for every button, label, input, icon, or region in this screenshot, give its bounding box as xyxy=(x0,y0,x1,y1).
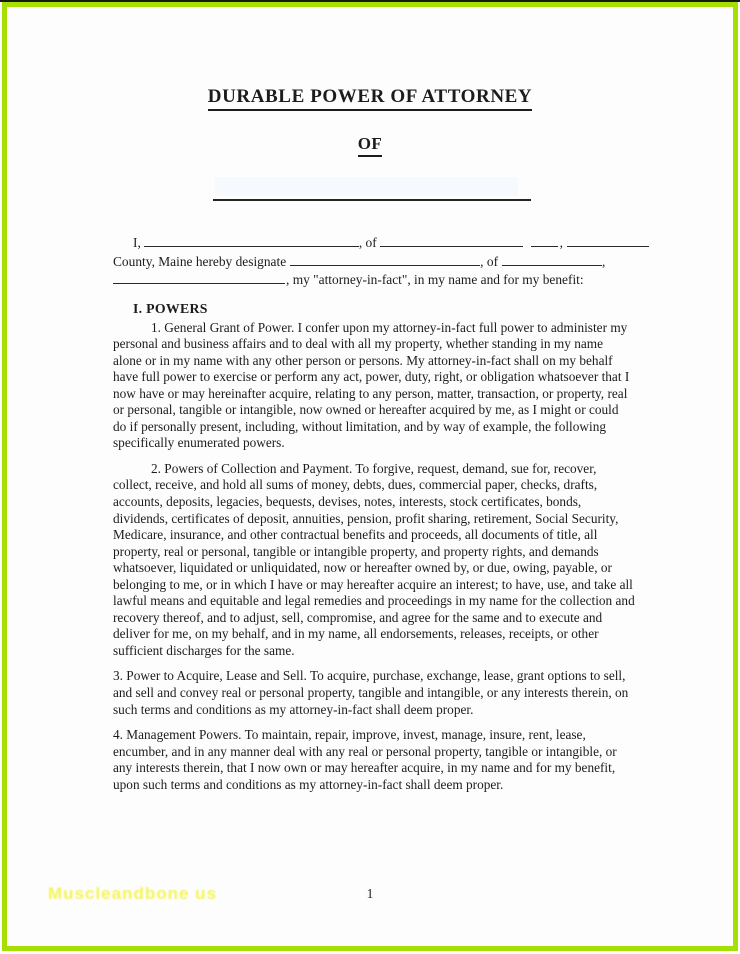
of-label-1: , of xyxy=(358,235,377,250)
paragraph-general-grant: 1. General Grant of Power. I confer upon my attorney-in-fact full power to administer my personal and business affairs and to deal with all my property, whether standing in my name alone or in my name with any other person or persons. My attorney-in-fact shall on my behalf have full power to exercise or perform any act, power, duty, right, or obligation whatsoever that I now have or may hereinafter acquire, relating to any person, matter, transaction, or property, real or personal, tangible or intangible, now owned or hereafter acquired by me, as I might or could do if personally present, including, without limitation, and by way of example, the following specifically enumerated powers. xyxy=(113,319,630,451)
of-heading-text: OF xyxy=(358,134,383,157)
principal-name-blank xyxy=(144,234,359,247)
closing-text: , my "attorney-in-fact", in my name and for my benefit: xyxy=(286,272,584,288)
principal-name-blank-rule xyxy=(213,199,531,201)
page-number: 1 xyxy=(366,886,374,901)
powers-section xyxy=(113,301,635,793)
powers-heading: I. POWERS xyxy=(133,301,208,316)
county-line-text: County, Maine hereby designate xyxy=(113,253,287,269)
comma-1: , xyxy=(559,235,564,250)
state-blank xyxy=(531,234,558,247)
name-highlight-band xyxy=(215,177,518,196)
watermark: Muscleandbone us xyxy=(48,884,218,903)
of-heading xyxy=(0,134,740,154)
paragraph-management-powers: 4. Management Powers. To maintain, repair, improve, invest, manage, insure, rent, lease, encumber, and in any manner deal with any real or personal property, tangible or intangible, or any interests therein, that I now own or may hereafter acquire, in my name and for my benefit, upon such terms and conditions as my attorney-in-fact shall deem proper. xyxy=(113,727,617,792)
opening-line-2 xyxy=(113,253,635,272)
paragraph-acquire-lease-sell: 3. Power to Acquire, Lease and Sell. To acquire, purchase, exchange, lease, grant options to sell, and sell and convey real or personal property, tangible and intangible, or any interests therein, on such terms and conditions as my attorney-in-fact shall deem proper. xyxy=(113,668,629,717)
opening-paragraph xyxy=(113,234,635,290)
comma-2: , xyxy=(602,253,606,269)
paragraph-collection-payment: 2. Powers of Collection and Payment. To forgive, request, demand, sue for, recover, collect, receive, and hold all sums of money, debts, dues, commercial paper, checks, drafts, accounts, deposits, legacies, bequests, devises, notes, interests, stock certificates, bonds, dividends, certificates of deposit, annuities, pension, profit sharing, retirement, Social Security, Medicare, insurance, and other contractual benefits and proceeds, all documents of title, all property, real or personal, tangible or intangible property, and property rights, and demands whatsoever, liquidated or unliquidated, now or hereafter owned by, or due, owing, payable, or belonging to me, or in which I have or may hereafter acquire an interest; to have, use, and take all lawful means and equitable and legal remedies and proceedings in my name for the collection and recovery thereof, and to adjust, sell, compromise, and agree for the same and to execute and deliver for me, on my behalf, and in my name, all endorsements, releases, receipts, or other sufficient discharges for the same. xyxy=(113,460,635,658)
opening-line-1 xyxy=(113,234,635,253)
page-title-text: DURABLE POWER OF ATTORNEY xyxy=(208,86,533,111)
i-prefix: I, xyxy=(133,235,141,250)
agent-state-blank xyxy=(113,271,285,284)
county-blank xyxy=(567,234,649,247)
page-title xyxy=(0,86,740,108)
city-blank xyxy=(380,234,523,247)
agent-city-blank xyxy=(502,253,602,266)
of-label-2: , of xyxy=(480,253,499,269)
opening-line-3 xyxy=(113,271,635,290)
agent-name-blank xyxy=(290,253,480,266)
scan-top-edge xyxy=(0,0,740,2)
